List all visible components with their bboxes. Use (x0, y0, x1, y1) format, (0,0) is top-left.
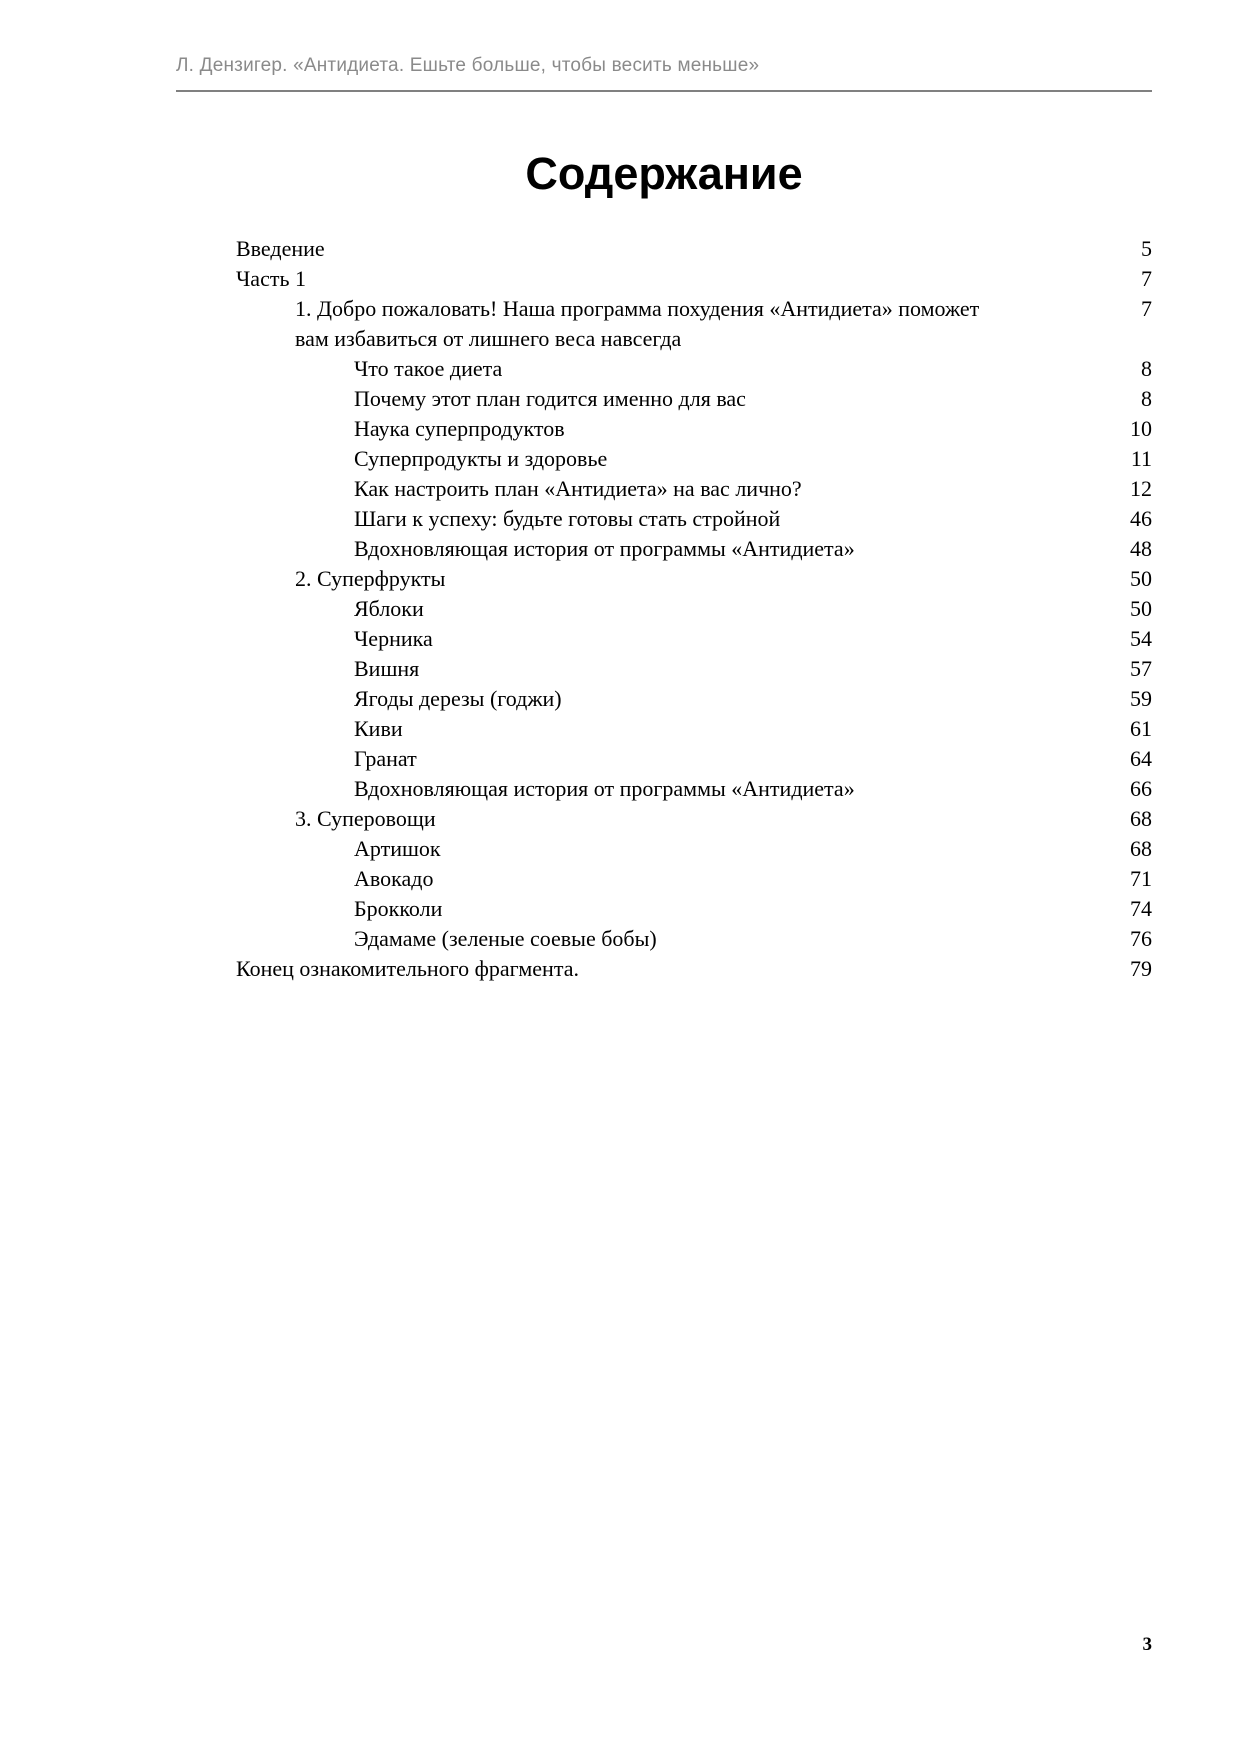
toc-entry[interactable] (236, 624, 1152, 654)
toc-entry[interactable] (236, 924, 1152, 954)
toc-entry-page: 46 (1130, 506, 1152, 531)
toc-entry-page: 57 (1130, 656, 1152, 681)
toc-title: Содержание (525, 148, 803, 199)
toc-entry-title: Гранат (354, 746, 417, 771)
toc-entry[interactable] (236, 384, 1152, 414)
toc-entry-page: 12 (1130, 476, 1152, 501)
toc-entry[interactable] (236, 954, 1152, 984)
toc-entry-page: 68 (1130, 836, 1152, 861)
page-number: 3 (1142, 1634, 1152, 1655)
toc-entry[interactable] (236, 474, 1152, 504)
toc-entry-title: Суперпродукты и здоровье (354, 446, 608, 471)
toc-entry[interactable] (236, 684, 1152, 714)
toc-entry-page: 8 (1141, 356, 1152, 381)
toc-entry-page: 8 (1141, 386, 1152, 411)
toc-entry-title: 3. Суперовощи (295, 806, 436, 831)
toc-entry[interactable] (236, 414, 1152, 444)
toc-entry-title: Черника (354, 626, 433, 651)
toc-entry[interactable] (236, 294, 1152, 354)
toc-entry-title: Шаги к успеху: будьте готовы стать стройной (354, 506, 781, 531)
running-header: Л. Дензигер. «Антидиета. Ешьте больше, чтобы весить меньше» (176, 54, 1152, 92)
toc-entry-title: Брокколи (354, 896, 443, 921)
toc-entry-title: Почему этот план годится именно для вас (354, 386, 746, 411)
toc-entry-title: Что такое диета (354, 356, 503, 381)
toc-entry-title: Вишня (354, 656, 420, 681)
toc-entry-page: 64 (1130, 746, 1152, 771)
toc-entry[interactable] (236, 234, 1152, 264)
toc-entry[interactable] (236, 804, 1152, 834)
toc-entry-page: 71 (1130, 866, 1152, 891)
toc-entry[interactable] (236, 894, 1152, 924)
toc-entry[interactable] (236, 264, 1152, 294)
toc-entry-title: 1. Добро пожаловать! Наша программа похудения «Антидиета» поможет вам избавиться от лишнего веса навсегда (295, 296, 980, 351)
toc-entry[interactable] (236, 864, 1152, 894)
toc-entry[interactable] (236, 444, 1152, 474)
toc-entry[interactable] (236, 744, 1152, 774)
toc-entry-title: Эдамаме (зеленые соевые бобы) (354, 926, 657, 951)
toc-entry-page: 7 (1141, 296, 1152, 321)
toc-entry[interactable] (236, 774, 1152, 804)
toc-entry-page: 5 (1141, 236, 1152, 261)
toc-entry-title: Ягоды дерезы (годжи) (354, 686, 562, 711)
toc-entry[interactable] (236, 654, 1152, 684)
toc-entry-title: Наука суперпродуктов (354, 416, 565, 441)
toc-entry-page: 74 (1130, 896, 1152, 921)
toc-entry[interactable] (236, 534, 1152, 564)
toc-entry-page: 79 (1130, 956, 1152, 981)
toc-entry[interactable] (236, 504, 1152, 534)
toc-entry-title: Часть 1 (236, 266, 306, 291)
toc-entry-page: 48 (1130, 536, 1152, 561)
toc-entry-page: 11 (1130, 446, 1152, 471)
toc-entry[interactable] (236, 714, 1152, 744)
toc-entry-title: Конец ознакомительного фрагмента. (236, 956, 579, 981)
toc-entry-title: 2. Суперфрукты (295, 566, 446, 591)
toc-entry-title: Как настроить план «Антидиета» на вас лично? (354, 476, 802, 501)
toc-entry-page: 59 (1130, 686, 1152, 711)
toc-entry-page: 76 (1130, 926, 1152, 951)
table-of-contents (236, 234, 1152, 984)
toc-entry-title: Вдохновляющая история от программы «Антидиета» (354, 536, 855, 561)
toc-entry-page: 54 (1130, 626, 1152, 651)
toc-entry-title: Введение (236, 236, 325, 261)
toc-entry-page: 10 (1130, 416, 1152, 441)
toc-entry-page: 50 (1130, 566, 1152, 591)
toc-entry[interactable] (236, 354, 1152, 384)
toc-entry-page: 61 (1130, 716, 1152, 741)
toc-entry-page: 7 (1141, 266, 1152, 291)
toc-entry-page: 50 (1130, 596, 1152, 621)
toc-entry-title: Вдохновляющая история от программы «Антидиета» (354, 776, 855, 801)
toc-entry-title: Авокадо (354, 866, 434, 891)
toc-entry-title: Киви (354, 716, 403, 741)
toc-entry-title: Артишок (354, 836, 441, 861)
toc-entry-title: Яблоки (354, 596, 424, 621)
toc-entry-page: 68 (1130, 806, 1152, 831)
toc-entry[interactable] (236, 594, 1152, 624)
toc-entry[interactable] (236, 564, 1152, 594)
toc-entry-page: 66 (1130, 776, 1152, 801)
toc-entry[interactable] (236, 834, 1152, 864)
